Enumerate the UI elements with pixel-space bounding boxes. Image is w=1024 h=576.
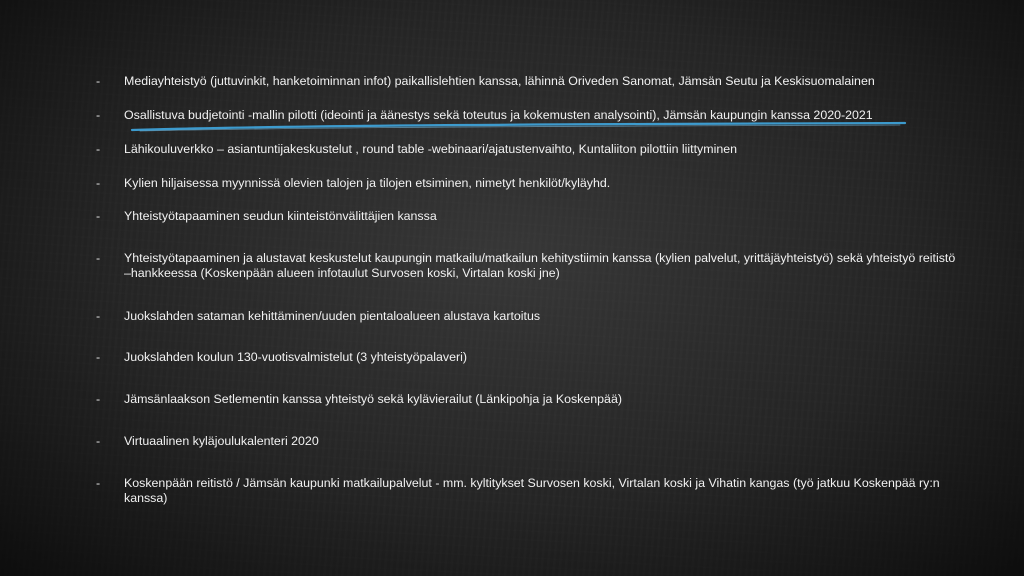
- bullet-text: Yhteistyötapaaminen seudun kiinteistönvälittäjien kanssa: [124, 209, 437, 223]
- bullet-dash: -: [96, 350, 101, 364]
- bullet-dash: -: [96, 74, 101, 88]
- bullet-text: Lähikouluverkko – asiantuntijakeskustelut , round table -webinaari/ajatustenvaihto, Kuntaliiton pilottiin liittyminen: [124, 142, 738, 156]
- bullet-text: Koskenpään reitistö / Jämsän kaupunki matkailupalvelut - mm. kyltitykset Survosen koski, Virtalan koski ja Vihatin kangas (työ jatkuu Koskenpää ry:n kanssa): [124, 476, 940, 505]
- bullet-dash: -: [96, 251, 101, 265]
- bullet-dash: -: [96, 209, 101, 223]
- bullet-dash: -: [96, 392, 101, 406]
- bullet-dash: -: [96, 176, 101, 190]
- bullet-text: Mediayhteistyö (juttuvinkit, hanketoiminnan infot) paikallislehtien kanssa, lähinnä Oriveden Sanomat, Jämsän Seutu ja Keskisuomalainen: [124, 74, 875, 88]
- bullet-dash: -: [96, 108, 101, 122]
- bullet-dash: -: [96, 142, 101, 156]
- bullet-text: Jämsänlaakson Setlementin kanssa yhteistyö sekä kylävierailut (Länkipohja ja Koskenpää): [124, 392, 622, 406]
- bullet-text: Juokslahden sataman kehittäminen/uuden pientaloalueen alustava kartoitus: [124, 309, 541, 323]
- bullet-dash: -: [96, 434, 101, 448]
- bullet-text: Osallistuva budjetointi -mallin pilotti (ideointi ja äänestys sekä toteutus ja kokemusten analysointi), Jämsän kaupungin kanssa 2020-2021: [124, 108, 873, 122]
- bullet-dash: -: [96, 309, 101, 323]
- bullet-text: Yhteistyötapaaminen ja alustavat keskustelut kaupungin matkailu/matkailun kehitystiimin kanssa (kylien palvelut, yrittäjäyhteistyö) sekä yhteistyö reitistö –hankkeessa (Koskenpään alueen infotaulut Survosen koski, Virtalan koski jne): [124, 251, 956, 280]
- bullet-dash: -: [96, 476, 101, 490]
- bullet-text: Juokslahden koulun 130-vuotisvalmistelut (3 yhteistyöpalaveri): [124, 350, 467, 364]
- bullet-text: Virtuaalinen kyläjoulukalenteri 2020: [124, 434, 319, 448]
- bullet-text: Kylien hiljaisessa myynnissä olevien talojen ja tilojen etsiminen, nimetyt henkilöt/kyläyhd.: [124, 176, 611, 190]
